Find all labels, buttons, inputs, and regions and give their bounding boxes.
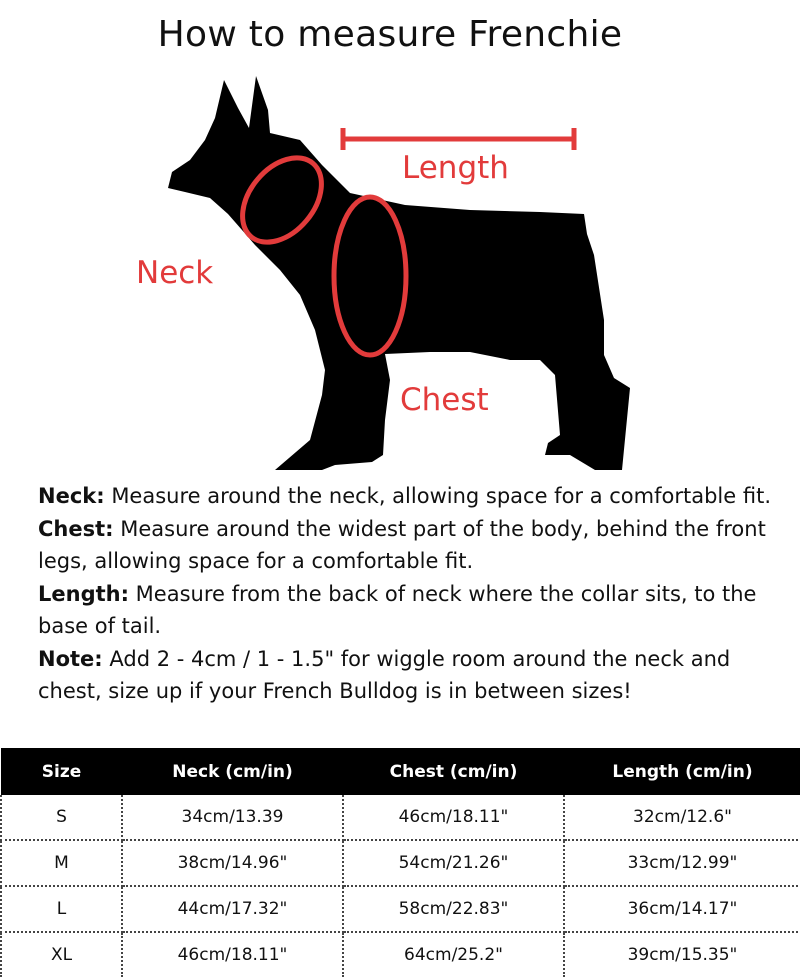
neck-label: Neck bbox=[136, 255, 214, 291]
cell-size: S bbox=[1, 795, 122, 840]
cell-neck: 34cm/13.39 bbox=[122, 795, 343, 840]
cell-chest: 58cm/22.83" bbox=[343, 886, 564, 932]
instruction-length bbox=[38, 578, 778, 643]
cell-length: 33cm/12.99" bbox=[564, 840, 800, 886]
instruction-text: Measure from the back of neck where the collar sits, to the base of tail. bbox=[38, 581, 757, 638]
dog-silhouette bbox=[168, 76, 630, 470]
chest-label: Chest bbox=[400, 382, 489, 418]
cell-chest: 54cm/21.26" bbox=[343, 840, 564, 886]
measurement-diagram bbox=[0, 60, 800, 480]
instruction-text: Measure around the widest part of the body, behind the front legs, allowing space for a comfortable fit. bbox=[38, 516, 766, 573]
header-chest: Chest (cm/in) bbox=[343, 748, 564, 795]
instruction-term: Chest: bbox=[38, 516, 114, 541]
cell-length: 39cm/15.35" bbox=[564, 932, 800, 977]
instruction-note bbox=[38, 643, 778, 708]
table-row bbox=[1, 932, 800, 977]
instruction-chest bbox=[38, 513, 778, 578]
header-neck: Neck (cm/in) bbox=[122, 748, 343, 795]
cell-neck: 44cm/17.32" bbox=[122, 886, 343, 932]
table-header-row bbox=[1, 748, 800, 795]
header-length: Length (cm/in) bbox=[564, 748, 800, 795]
cell-size: XL bbox=[1, 932, 122, 977]
cell-size: L bbox=[1, 886, 122, 932]
size-chart-table bbox=[0, 748, 800, 977]
cell-chest: 46cm/18.11" bbox=[343, 795, 564, 840]
length-label: Length bbox=[402, 150, 509, 186]
instruction-text: Measure around the neck, allowing space for a comfortable fit. bbox=[104, 484, 771, 508]
cell-length: 36cm/14.17" bbox=[564, 886, 800, 932]
cell-neck: 46cm/18.11" bbox=[122, 932, 343, 977]
cell-chest: 64cm/25.2" bbox=[343, 932, 564, 977]
length-indicator bbox=[343, 128, 574, 150]
header-size: Size bbox=[1, 748, 122, 795]
instruction-term: Length: bbox=[38, 581, 129, 606]
instruction-neck bbox=[38, 480, 778, 513]
table-row bbox=[1, 795, 800, 840]
page-title: How to measure Frenchie bbox=[157, 14, 623, 55]
instruction-text: Add 2 - 4cm / 1 - 1.5" for wiggle room around the neck and chest, size up if your French Bulldog is in between sizes! bbox=[38, 646, 731, 703]
instruction-term: Neck: bbox=[38, 484, 105, 508]
table-row bbox=[1, 886, 800, 932]
cell-neck: 38cm/14.96" bbox=[122, 840, 343, 886]
cell-length: 32cm/12.6" bbox=[564, 795, 800, 840]
cell-size: M bbox=[1, 840, 122, 886]
instruction-term: Note: bbox=[38, 646, 103, 671]
measurement-instructions bbox=[38, 480, 778, 708]
table-row bbox=[1, 840, 800, 886]
